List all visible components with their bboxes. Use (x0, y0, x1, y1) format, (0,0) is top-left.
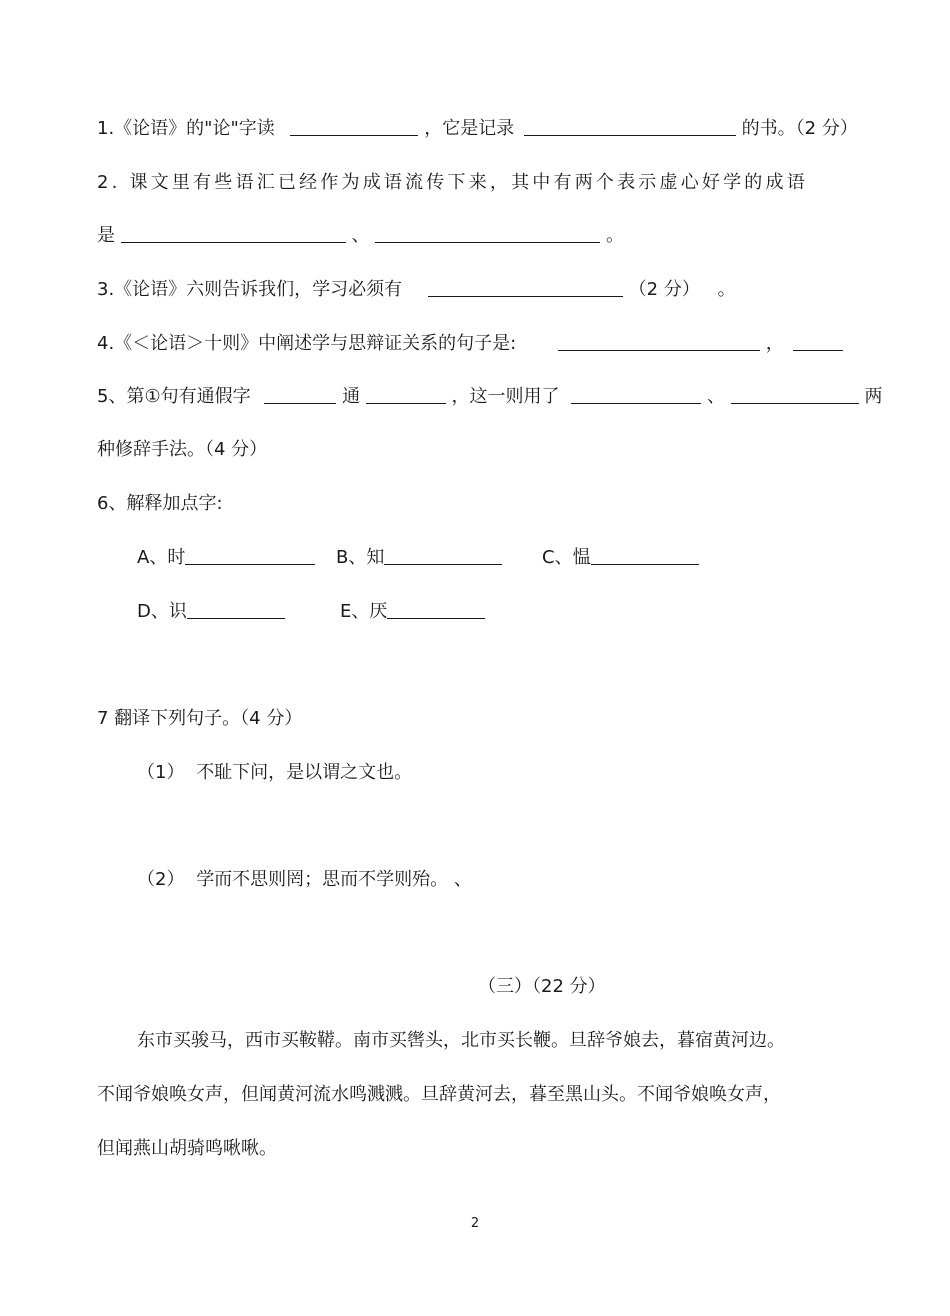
q2-text-b: 、 (351, 225, 370, 246)
section-heading: （三）（22 分） (478, 976, 606, 997)
q5-text-d: 、 (707, 386, 725, 407)
q7-sentence-1-text: 不耻下问，是以谓之文也。 (196, 762, 413, 783)
question-4 (97, 331, 843, 357)
q2-blank-idiom-2[interactable] (375, 224, 600, 243)
q4-blank-1[interactable] (558, 332, 760, 351)
q5-blank-device-1[interactable] (571, 385, 701, 404)
q2-text-a: 是 (97, 225, 115, 246)
q1-text-a: 1.《论语》的"论"字读 (97, 118, 275, 139)
q5-text-a: 5、第①句有通假字 (97, 386, 251, 407)
question-1 (97, 116, 858, 142)
q6-item-d (137, 599, 285, 625)
q3-text-b: （2 分） (628, 279, 700, 300)
q4-text-a: 4.《＜论语＞十则》中阐述学与思辩证关系的句子是: (97, 333, 517, 354)
q6-item-d-blank[interactable] (187, 600, 285, 619)
passage-line-2: 不闻爷娘唤女声，但闻黄河流水鸣溅溅。旦辞黄河去，暮至黑山头。不闻爷娘唤女声， (97, 1084, 781, 1105)
q6-item-b-label: B、知 (336, 547, 385, 568)
passage-line-3: 但闻燕山胡骑鸣啾啾。 (97, 1138, 277, 1159)
q5-text-b: 通 (342, 386, 361, 407)
q6-item-a-label: A、时 (137, 547, 186, 568)
question-3 (97, 277, 736, 303)
question-5-line-1 (97, 384, 882, 410)
q2-text-c: 。 (605, 225, 624, 246)
q2-blank-idiom-1[interactable] (121, 224, 346, 243)
q6-item-d-label: D、识 (137, 601, 187, 622)
q4-blank-2[interactable] (793, 332, 843, 351)
q7-sentence-2-number: （2） (137, 869, 185, 890)
q6-item-c (542, 545, 699, 571)
q3-blank[interactable] (428, 278, 623, 297)
page-number: 2 (470, 1216, 480, 1231)
q6-item-b (336, 545, 502, 571)
q5-blank-meaning[interactable] (366, 385, 446, 404)
q3-text-a: 3.《论语》六则告诉我们，学习必须有 (97, 279, 403, 300)
q1-blank-content[interactable] (524, 117, 736, 136)
passage-line-1: 东市买骏马，西市买鞍鞯。南市买辔头，北市买长鞭。旦辞爷娘去，暮宿黄河边。 (137, 1030, 785, 1051)
q7-sentence-2 (137, 867, 472, 893)
q7-sentence-2-text: 学而不思则罔；思而不学则殆。 、 (196, 869, 472, 890)
q6-item-c-label: C、愠 (542, 547, 591, 568)
question-7-title: 7 翻译下列句子。（4 分） (97, 708, 303, 729)
q5-text-e: 两 (864, 386, 883, 407)
q5-text-c: ，这一则用了 (451, 386, 560, 407)
q1-blank-reading[interactable] (290, 117, 418, 136)
question-5-line-2: 种修辞手法。（4 分） (97, 439, 268, 460)
question-2-line-1: 2. 课文里有些语汇已经作为成语流传下来，其中有两个表示虚心好学的成语 (97, 172, 808, 193)
q6-item-e (340, 599, 485, 625)
q4-text-b: ， (765, 333, 784, 354)
q6-item-c-blank[interactable] (591, 546, 699, 565)
q1-text-c: 的书。（2 分） (741, 118, 858, 139)
q6-item-a (137, 545, 315, 571)
q6-item-e-blank[interactable] (387, 600, 485, 619)
question-2-line-2 (97, 223, 624, 249)
q7-sentence-1-number: （1） (137, 762, 185, 783)
q6-item-b-blank[interactable] (384, 546, 502, 565)
question-6-title: 6、解释加点字: (97, 493, 223, 514)
q7-sentence-1 (137, 760, 412, 786)
q6-item-a-blank[interactable] (185, 546, 315, 565)
q6-item-e-label: E、厌 (340, 601, 388, 622)
q3-text-c: 。 (717, 279, 736, 300)
q5-blank-char[interactable] (264, 385, 336, 404)
q5-blank-device-2[interactable] (731, 385, 859, 404)
q1-text-b: ，它是记录 (424, 118, 515, 139)
